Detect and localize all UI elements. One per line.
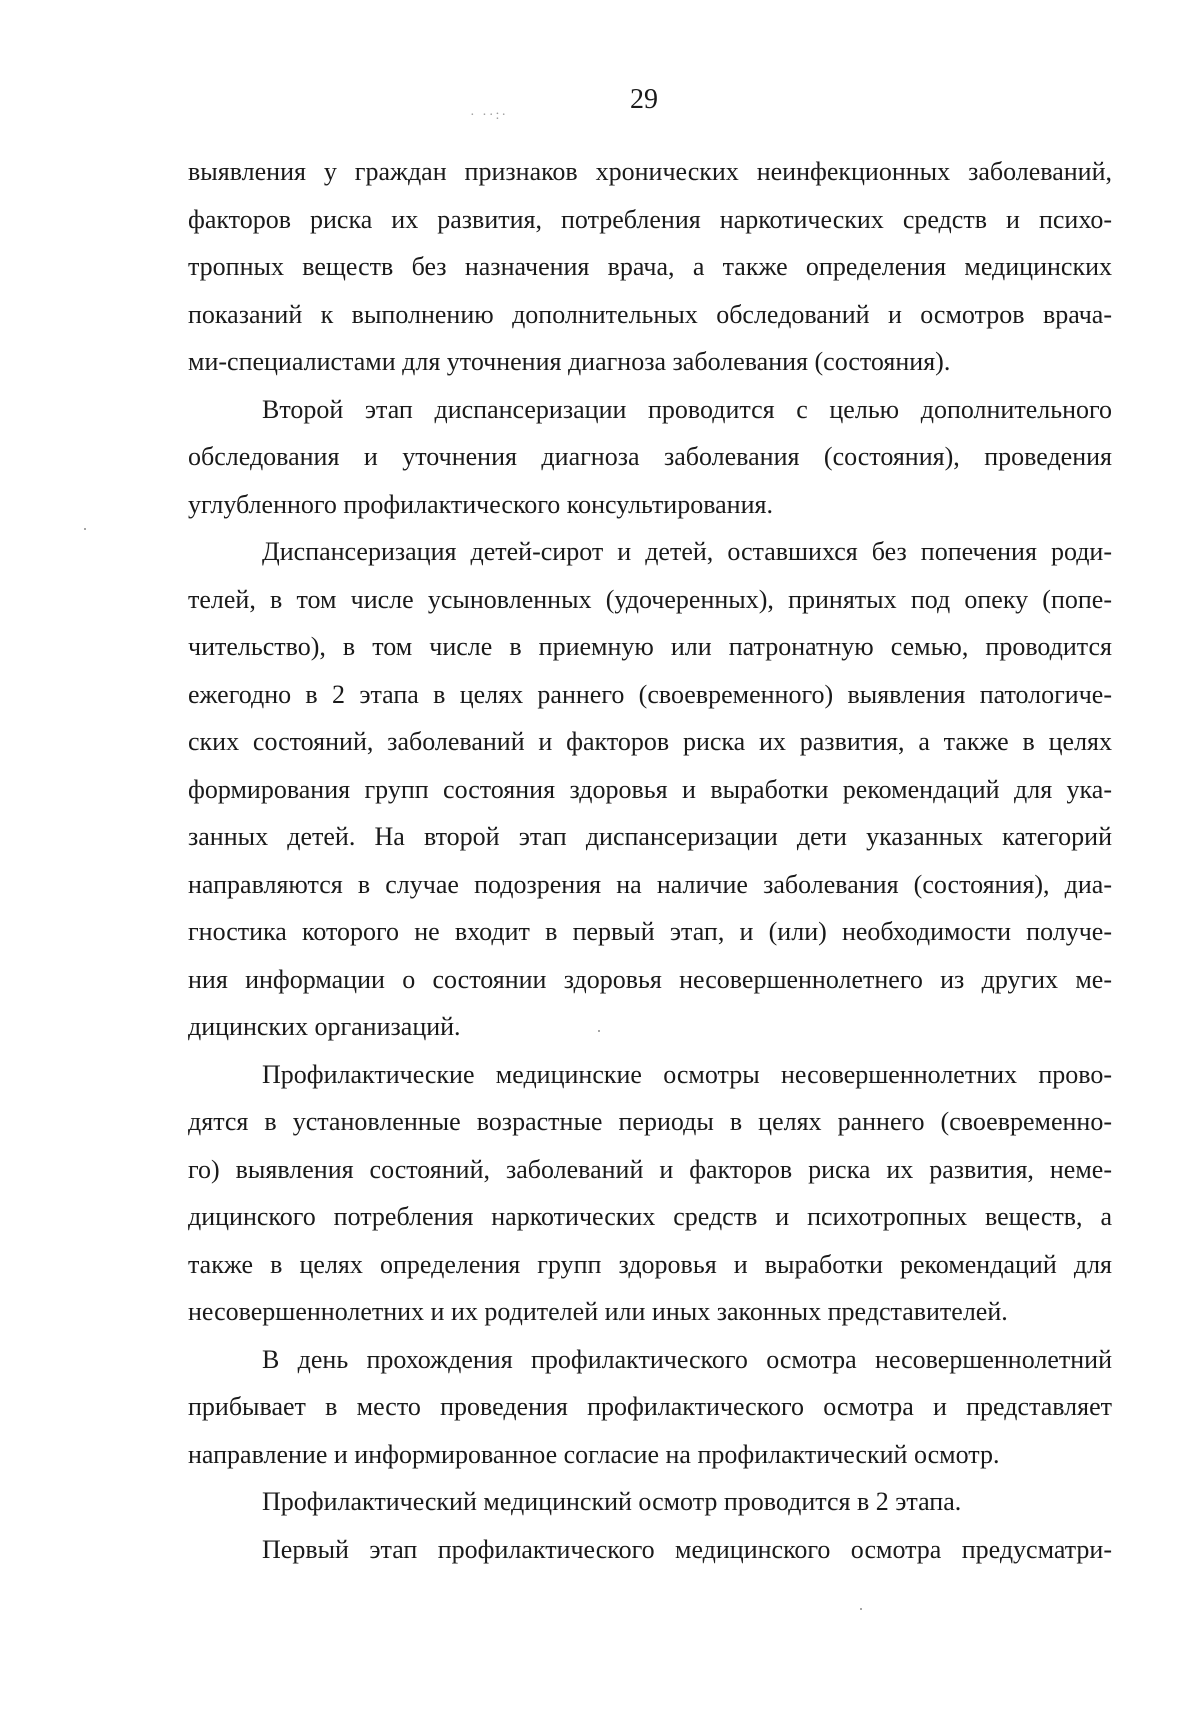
paragraph <box>188 1336 1112 1479</box>
text-line: выявления у граждан признаков хронических неинфекционных заболеваний, <box>188 157 1112 186</box>
text-line: ния информации о состоянии здоровья несовершеннолетнего из других ме- <box>188 964 1112 994</box>
text-line: В день прохождения профилактического осмотра несовершеннолетний <box>262 1344 1112 1374</box>
text-line: чительство), в том числе в приемную или патронатную семью, проводится <box>188 632 1112 661</box>
paragraph <box>188 1478 1112 1526</box>
text-line: направляются в случае подозрения на наличие заболевания (состояния), диа- <box>188 869 1112 899</box>
text-line: дицинского потребления наркотических средств и психотропных веществ, а <box>188 1202 1112 1231</box>
scan-noise: · ··:· <box>470 108 509 123</box>
paragraph <box>188 148 1112 386</box>
text-line: Диспансеризация детей-сирот и детей, оставшихся без попечения роди- <box>262 537 1112 566</box>
scan-dot <box>860 1608 862 1610</box>
text-line: Первый этап профилактического медицинского осмотра предусматри- <box>262 1534 1112 1564</box>
paragraph <box>188 528 1112 1051</box>
text-line: углубленного профилактического консультирования. <box>188 489 773 519</box>
text-line: также в целях определения групп здоровья и выработки рекомендаций для <box>188 1249 1112 1279</box>
text-line: Профилактические медицинские осмотры несовершеннолетних прово- <box>262 1059 1112 1089</box>
text-line: факторов риска их развития, потребления наркотических средств и психо- <box>188 204 1112 234</box>
paragraph <box>188 386 1112 529</box>
text-line: Профилактический медицинский осмотр проводится в 2 этапа. <box>262 1487 962 1516</box>
text-line: Второй этап диспансеризации проводится с целью дополнительного <box>262 394 1112 424</box>
text-line: ежегодно в 2 этапа в целях раннего (своевременного) выявления патологиче- <box>188 679 1112 709</box>
text-line: телей, в том числе усыновленных (удочеренных), принятых под опеку (попе- <box>188 584 1112 614</box>
text-line: ми-специалистами для уточнения диагноза заболевания (состояния). <box>188 347 951 376</box>
text-line: ских состояний, заболеваний и факторов риска их развития, а также в целях <box>188 727 1112 756</box>
text-line: занных детей. На второй этап диспансеризации дети указанных категорий <box>188 822 1112 851</box>
scan-dot <box>84 528 86 530</box>
text-line: направление и информированное согласие на профилактический осмотр. <box>188 1439 1000 1469</box>
text-line: прибывает в место проведения профилактического осмотра и представляет <box>188 1392 1112 1421</box>
text-line: тропных веществ без назначения врача, а также определения медицинских <box>188 252 1112 281</box>
text-line: несовершеннолетних и их родителей или иных законных представителей. <box>188 1297 1008 1326</box>
text-line: показаний к выполнению дополнительных обследований и осмотров врача- <box>188 299 1112 329</box>
text-line: обследования и уточнения диагноза заболевания (состояния), проведения <box>188 442 1112 471</box>
document-body <box>188 148 1112 1573</box>
text-line: гностика которого не входит в первый этап, и (или) необходимости получе- <box>188 917 1112 946</box>
text-line: дицинских организаций. <box>188 1012 461 1041</box>
text-line: дятся в установленные возрастные периоды в целях раннего (своевременно- <box>188 1107 1112 1136</box>
paragraph <box>188 1526 1112 1574</box>
text-line: формирования групп состояния здоровья и выработки рекомендаций для ука- <box>188 774 1112 804</box>
page-number: 29 <box>630 84 658 115</box>
text-line: го) выявления состояний, заболеваний и факторов риска их развития, неме- <box>188 1154 1112 1184</box>
paragraph <box>188 1051 1112 1336</box>
